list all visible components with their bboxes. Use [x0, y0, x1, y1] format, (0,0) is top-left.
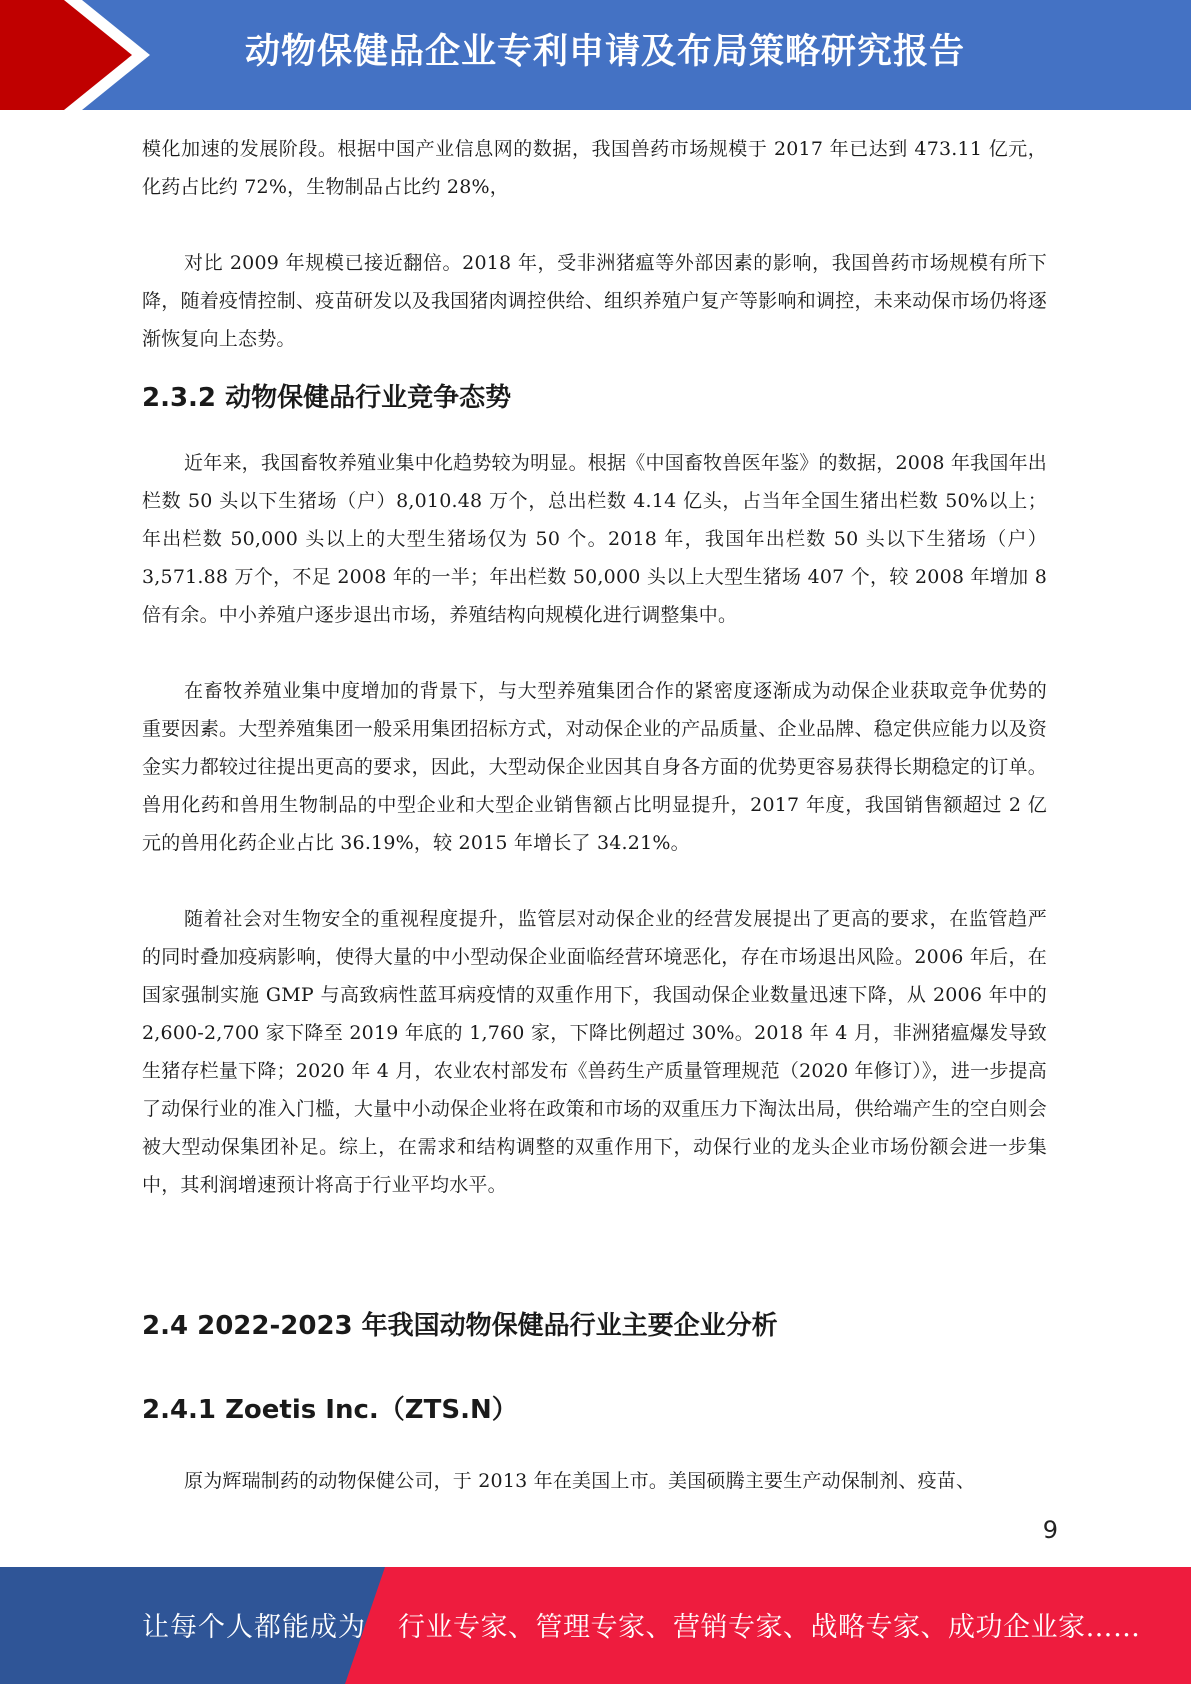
- section-heading-2-4: 2.4 2022-2023 年我国动物保健品行业主要企业分析: [142, 1311, 778, 1341]
- page-header: [0, 0, 1191, 110]
- section-heading-2-4-1: 2.4.1 Zoetis Inc.（ZTS.N）: [142, 1395, 518, 1425]
- paragraph: 对比 2009 年规模已接近翻倍。2018 年，受非洲猪瘟等外部因素的影响，我国兽药市场规模有所下降，随着疫情控制、疫苗研发以及我国猪肉调控供给、组织养殖户复产等影响和调控，未来动保市场仍将逐渐恢复向上态势。: [142, 252, 1047, 350]
- paragraph: 模化加速的发展阶段。根据中国产业信息网的数据，我国兽药市场规模于 2017 年已达到 473.11 亿元，化药占比约 72%，生物制品占比约 28%，: [142, 138, 1047, 198]
- report-title: 动物保健品企业专利申请及布局策略研究报告: [244, 32, 965, 72]
- paragraph: 近年来，我国畜牧养殖业集中化趋势较为明显。根据《中国畜牧兽医年鉴》的数据，2008 年我国年出栏数 50 头以下生猪场（户）8,010.48 万个，总出栏数 4.14 亿头，占当年全国生猪出栏数 50%以上；年出栏数 50,000 头以上的大型生猪场仅为 50 个。2018 年，我国年出栏数 50 头以下生猪场（户）3,571.88 万个，不足 2008 年的一半；年出栏数 50,000 头以上大型生猪场 407 个，较 2008 年增加 8 倍有余。中小养殖户逐步退出市场，养殖结构向规模化进行调整集中。: [142, 452, 1047, 626]
- paragraph: 原为辉瑞制药的动物保健公司，于 2013 年在美国上市。美国硕腾主要生产动保制剂、疫苗、: [184, 1470, 976, 1492]
- page-footer: [0, 1567, 1191, 1684]
- document-body: [142, 130, 1047, 1500]
- paragraph: 在畜牧养殖业集中度增加的背景下，与大型养殖集团合作的紧密度逐渐成为动保企业获取竞争优势的重要因素。大型养殖集团一般采用集团招标方式，对动保企业的产品质量、企业品牌、稳定供应能力以及资金实力都较过往提出更高的要求，因此，大型动保企业因其自身各方面的优势更容易获得长期稳定的订单。兽用化药和兽用生物制品的中型企业和大型企业销售额占比明显提升，2017 年度，我国销售额超过 2 亿元的兽用化药企业占比 36.19%，较 2015 年增长了 34.21%。: [142, 680, 1047, 854]
- paragraph: 随着社会对生物安全的重视程度提升，监管层对动保企业的经营发展提出了更高的要求，在监管趋严的同时叠加疫病影响，使得大量的中小型动保企业面临经营环境恶化，存在市场退出风险。2006 年后，在国家强制实施 GMP 与高致病性蓝耳病疫情的双重作用下，我国动保企业数量迅速下降，从 2006 年中的 2,600-2,700 家下降至 2019 年底的 1,760 家，下降比例超过 30%。2018 年 4 月，非洲猪瘟爆发导致生猪存栏量下降；2020 年 4 月，农业农村部发布《兽药生产质量管理规范（2020 年修订）》，进一步提高了动保行业的准入门槛，大量中小动保企业将在政策和市场的双重压力下淘汰出局，供给端产生的空白则会被大型动保集团补足。综上，在需求和结构调整的双重作用下，动保行业的龙头企业市场份额会进一步集中，其利润增速预计将高于行业平均水平。: [142, 908, 1047, 1196]
- footer-slogan-right: 行业专家、管理专家、营销专家、战略专家、成功企业家……: [398, 1612, 1141, 1643]
- footer-slogan-left: 让每个人都能成为: [142, 1612, 366, 1643]
- page-number: 9: [1042, 1516, 1058, 1544]
- section-heading-2-3-2: 2.3.2 动物保健品行业竞争态势: [142, 383, 512, 413]
